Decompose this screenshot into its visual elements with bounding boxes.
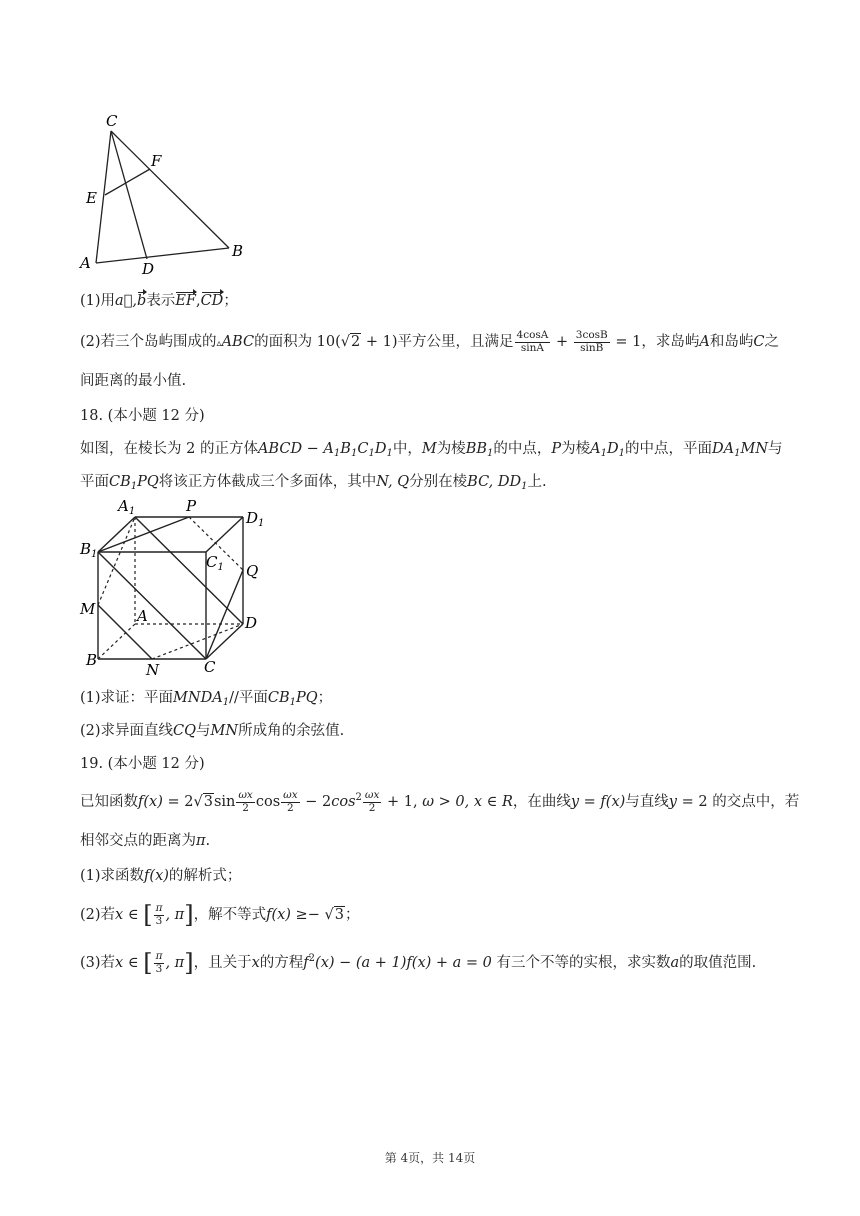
- label-a1: $A_1$: [118, 497, 136, 517]
- math-a: A: [699, 334, 710, 351]
- q18-line1: 如图，在棱长为 2 的正方体ABCD − $A_1B_1C_1D_1$中，M为棱$BB_1$的中点，P为棱$A_1D_1$的中点，平面$DA_1MN$与: [80, 441, 783, 459]
- text: 为棱: [436, 441, 466, 457]
- edge-cd: [206, 624, 243, 659]
- q19-line1: 已知函数f(x) = 2√3sin $\frac{\omega x}{2}$ cos $\frac{\omega x}{2}$ − $2\cos^2$ $\frac{\omega x}{2}$ + 1, ω > 0, x ∈ R，在曲线y = f(x)与直线y = 2 的交点中，若: [80, 789, 800, 814]
- text: ，且关于: [193, 955, 252, 972]
- text: = 1，求岛屿: [610, 334, 700, 351]
- label-b: B: [86, 651, 98, 669]
- text: 上.: [527, 474, 547, 490]
- math-equation: (x) − (a + 1)f(x) + a = 0: [315, 955, 492, 972]
- text: //平面: [229, 690, 268, 706]
- math-x-in: x ∈: [115, 907, 144, 924]
- text: + 1)平方公里，且满足: [361, 334, 514, 351]
- text: 将该正方体截成三个多面体，其中: [158, 474, 377, 490]
- cube-figure: [78, 497, 278, 682]
- math-pq: PQ: [295, 690, 318, 706]
- q19-part3: (3)若x ∈ [ $\frac{\pi}{3}$ , π]，且关于x的方程$f^2(x) - (a + 1)f(x) + a = 0$ 有三个不等的实根，求实数a的取值范围.: [80, 949, 757, 978]
- text: − 2: [300, 794, 332, 811]
- q18-title: 18. (本小题 12 分): [80, 408, 205, 424]
- frac-num: 3cosB: [575, 329, 608, 341]
- math-y-fx: y = f(x): [570, 794, 626, 811]
- segment-CD: [111, 131, 147, 259]
- q18-part1: (1)求证：平面$MNDA_1//$平面$CB_1PQ$；: [80, 690, 333, 708]
- label-c1: $C_1$: [206, 553, 224, 573]
- text: (1)求函数: [80, 868, 145, 884]
- math-mn: MN: [740, 441, 769, 457]
- segment-b1p: [98, 517, 189, 552]
- math-da1: DA: [712, 441, 735, 457]
- text: sin: [213, 794, 236, 811]
- sqrt-2: 2: [351, 334, 361, 351]
- frac-den: sinB: [580, 341, 604, 354]
- math-fx: f(x): [138, 794, 163, 811]
- frac-den: 2: [368, 801, 376, 814]
- text: 表示: [146, 293, 176, 309]
- math-a: a: [670, 955, 680, 972]
- fraction-wx-2: [236, 790, 254, 814]
- text: (2)若: [80, 907, 116, 924]
- triangle-figure: [78, 108, 258, 278]
- vector-b: b: [137, 293, 147, 309]
- segment-nd: [152, 624, 243, 659]
- label-a: A: [137, 607, 148, 625]
- text: 如图，在棱长为 2 的正方体: [80, 441, 258, 457]
- sqrt-3: 3: [203, 794, 213, 811]
- triangle-symbol: ▵: [216, 338, 222, 350]
- text: 有三个不等的实根，求实数: [491, 955, 671, 972]
- text: ，在曲线: [512, 794, 571, 811]
- label-p: P: [186, 497, 197, 515]
- frac-num: 4cosA: [516, 329, 549, 341]
- vector-a: a⃗,: [115, 293, 138, 309]
- math-pi: , π: [165, 955, 185, 972]
- math-pi: , π: [165, 907, 185, 924]
- label-D: D: [142, 260, 155, 278]
- math-pq: PQ: [137, 474, 159, 490]
- text: (1)用: [80, 293, 116, 309]
- frac-num: ωx: [283, 789, 298, 801]
- frac-den: 3: [155, 962, 163, 975]
- q19-line2: [80, 833, 210, 850]
- text: = 2 的交点中，若: [677, 794, 800, 811]
- math-cos: cos: [331, 794, 356, 811]
- math-c: C: [753, 334, 765, 351]
- math-cb1: CB: [109, 474, 131, 490]
- text: 已知函数: [80, 794, 138, 811]
- text: 的中点，平面: [625, 441, 713, 457]
- text: 的取值范围.: [679, 955, 757, 972]
- cube-name: ABCD − A: [257, 441, 334, 457]
- math-fx: f(x): [144, 868, 169, 884]
- math-cube: ABCD − $A_1B_1C_1D_1$: [257, 441, 393, 459]
- frac-den: 2: [287, 801, 294, 814]
- q19-part1: [80, 868, 241, 885]
- fraction-wx-2: [281, 790, 299, 814]
- math-y: y: [668, 794, 677, 811]
- math-cond: ω > 0, x ∈ R: [422, 794, 513, 811]
- text: (2)求异面直线: [80, 723, 174, 739]
- text: ；: [317, 690, 333, 706]
- q18-line2: 平面$CB_1PQ$将该正方体截成三个多面体，其中N, Q分别在棱BC, $DD_1$上.: [80, 474, 547, 492]
- label-m: M: [80, 600, 96, 618]
- label-q: Q: [246, 562, 259, 580]
- math-a1d1: A: [590, 441, 601, 457]
- math-mnda1: MNDA: [173, 690, 223, 706]
- math-bc-dd1: BC, DD: [467, 474, 522, 490]
- label-A: A: [80, 254, 91, 272]
- segment-ma1: [98, 517, 135, 605]
- fraction-4cosA: [515, 330, 551, 354]
- q19-title: 19. (本小题 12 分): [80, 756, 205, 772]
- edge-a1b1: [98, 517, 135, 552]
- fraction-pi-3: [154, 951, 165, 975]
- math-m: M: [421, 441, 437, 457]
- frac-num: π: [155, 902, 163, 914]
- text: 之: [764, 334, 779, 351]
- math-f: f: [303, 955, 309, 972]
- frac-num: ωx: [238, 789, 253, 801]
- text: 和岛屿: [709, 334, 754, 351]
- text: cos: [255, 794, 281, 811]
- math-p: P: [551, 441, 562, 457]
- math-nq: N, Q: [376, 474, 410, 490]
- q17-part1: [80, 293, 238, 310]
- math-abc: ABC: [221, 334, 255, 351]
- edge-d1c1: [206, 517, 243, 552]
- text: 所成角的余弦值.: [238, 723, 345, 739]
- math-mn: MN: [210, 723, 239, 739]
- text: ；: [344, 907, 360, 924]
- text: 分别在棱: [409, 474, 468, 490]
- text: (1)求证：平面: [80, 690, 174, 706]
- fraction-wx-2: [363, 790, 381, 814]
- text: +: [551, 334, 573, 351]
- math-bb: BB: [465, 441, 487, 457]
- text: .: [205, 833, 211, 849]
- label-b1: $B_1$: [80, 540, 98, 560]
- superscript: 2: [355, 792, 362, 804]
- text: + 1,: [382, 794, 423, 811]
- frac-den: sinA: [520, 341, 544, 354]
- text: 平面: [80, 474, 109, 490]
- vector-cd: CD: [200, 293, 224, 309]
- frac-den: 3: [155, 914, 163, 927]
- text: (2)若三个岛屿围成的: [80, 334, 217, 351]
- math-cb1: CB: [267, 690, 290, 706]
- q17-part2-line2: 间距离的最小值.: [80, 373, 187, 389]
- segment-b1c: [98, 552, 206, 659]
- label-d: D: [245, 614, 258, 632]
- sqrt-3: 3: [334, 907, 344, 924]
- frac-den: 2: [242, 801, 249, 814]
- text: 与直线: [625, 794, 669, 811]
- label-d1: $D_1$: [246, 509, 265, 529]
- text: 的方程: [259, 955, 304, 972]
- text: 为棱: [561, 441, 591, 457]
- text: ，解不等式: [193, 907, 267, 924]
- math-cq: CQ: [173, 723, 197, 739]
- q19-part2: (2)若x ∈ [ $\frac{\pi}{3}$ , π]，解不等式f(x) ≥− √3；: [80, 901, 360, 930]
- frac-num: π: [155, 950, 163, 962]
- superscript: 2: [308, 953, 316, 965]
- label-c: C: [204, 658, 216, 676]
- label-B: B: [232, 242, 244, 260]
- segment-CB: [111, 131, 229, 248]
- label-n: N: [146, 661, 160, 679]
- text: 的解析式；: [168, 868, 242, 884]
- vector-ef: EF: [175, 293, 196, 309]
- math-x: x: [251, 955, 260, 972]
- math-x-in: x ∈: [115, 955, 144, 972]
- text: 与: [196, 723, 211, 739]
- text: ；: [223, 293, 238, 309]
- q17-part2: (2)若三个岛屿围成的▵ABC的面积为 10(√2 + 1)平方公里，且满足 $\frac{4\cos A}{\sin A}$ + $\frac{3\cos B}{\sin B}$ = 1，求岛屿A和岛屿C之: [80, 329, 779, 354]
- segment-AB: [96, 248, 229, 263]
- edge-ab: [98, 624, 135, 659]
- fraction-pi-3: [154, 903, 165, 927]
- fraction-3cosB: [574, 330, 610, 354]
- text: 中，: [392, 441, 422, 457]
- text: = 2: [162, 794, 194, 811]
- math-pi: π: [196, 833, 206, 849]
- label-C: C: [106, 112, 118, 130]
- segment-cq: [206, 570, 243, 659]
- text: (3)若: [80, 955, 116, 972]
- q18-part2: [80, 723, 344, 740]
- label-F: F: [151, 152, 162, 170]
- text: 的面积为 10(: [254, 334, 341, 351]
- text: 相邻交点的距离为: [80, 833, 196, 849]
- text: ,: [195, 293, 201, 309]
- segment-AC: [96, 131, 111, 263]
- math-fx-ineq: f(x) ≥−: [266, 907, 325, 924]
- text: 的中点，: [493, 441, 552, 457]
- page-footer: 第 4页，共 14页: [384, 1151, 476, 1165]
- text: 与: [768, 441, 783, 457]
- frac-num: ωx: [364, 789, 380, 801]
- label-E: E: [86, 189, 97, 207]
